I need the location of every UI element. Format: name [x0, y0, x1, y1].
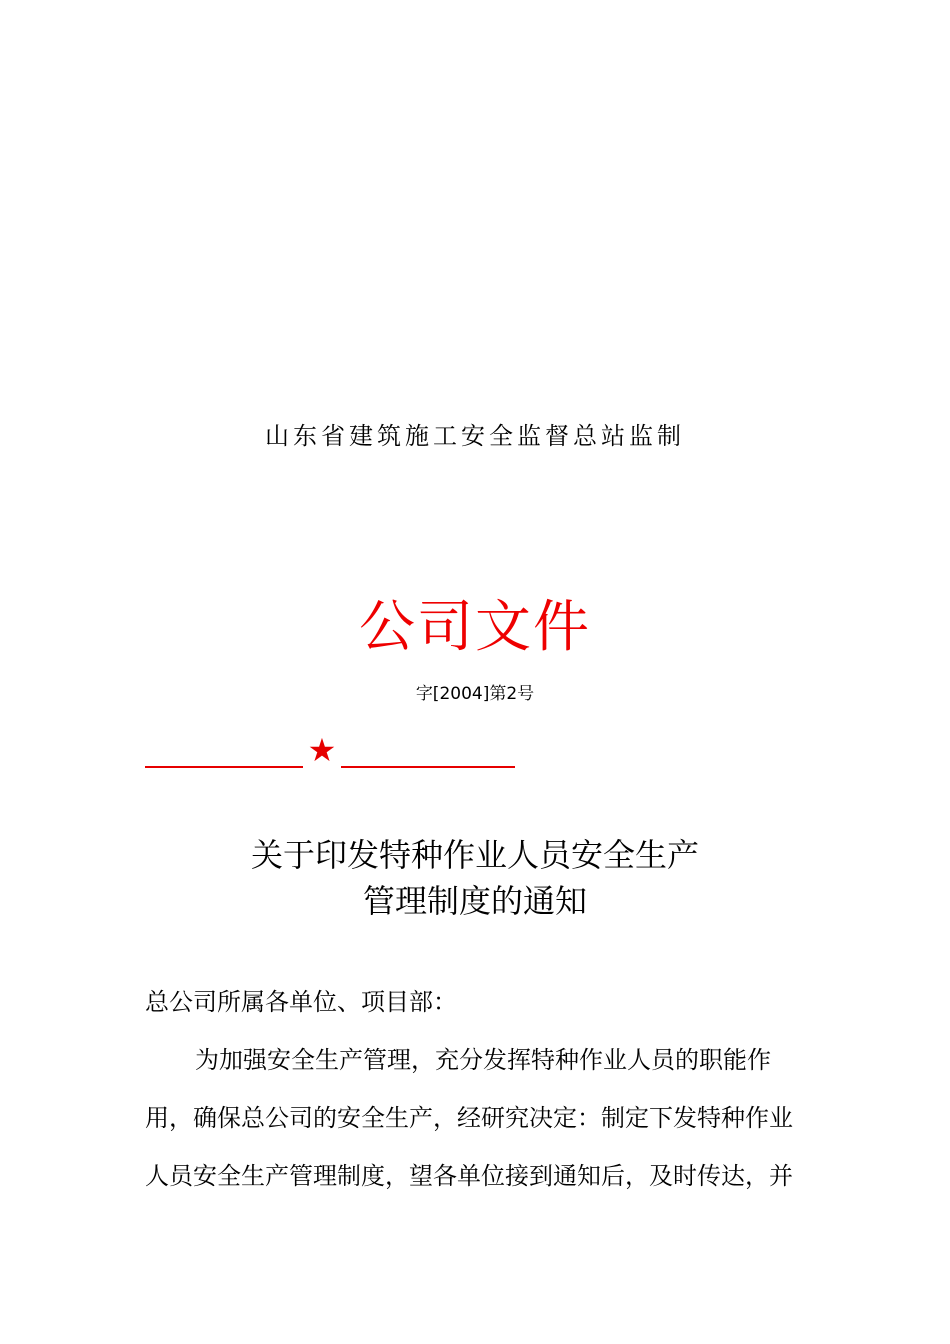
salutation: 总公司所属各单位、项目部：: [145, 988, 457, 1016]
red-divider: [145, 731, 515, 770]
document-number: 字[2004]第2号: [415, 684, 535, 704]
supervisor-line: 山东省建筑施工安全监督总站监制: [265, 422, 685, 450]
notice-heading-line: 关于印发特种作业人员安全生产: [250, 836, 699, 874]
body-line: 用，确保总公司的安全生产，经研究决定：制定下发特种作业: [145, 1104, 793, 1132]
body-line: 人员安全生产管理制度，望各单位接到通知后，及时传达，并: [145, 1162, 793, 1190]
document-title: 公司文件: [359, 595, 591, 660]
star-icon: ★: [307, 731, 337, 769]
notice-heading-line: 管理制度的通知: [362, 882, 587, 920]
divider-line-right: [341, 766, 515, 768]
notice-heading: [0, 832, 950, 924]
notice-body: [145, 982, 810, 1196]
body-line: 为加强安全生产管理，充分发挥特种作业人员的职能作: [195, 1046, 771, 1074]
divider-line-left: [145, 766, 303, 768]
